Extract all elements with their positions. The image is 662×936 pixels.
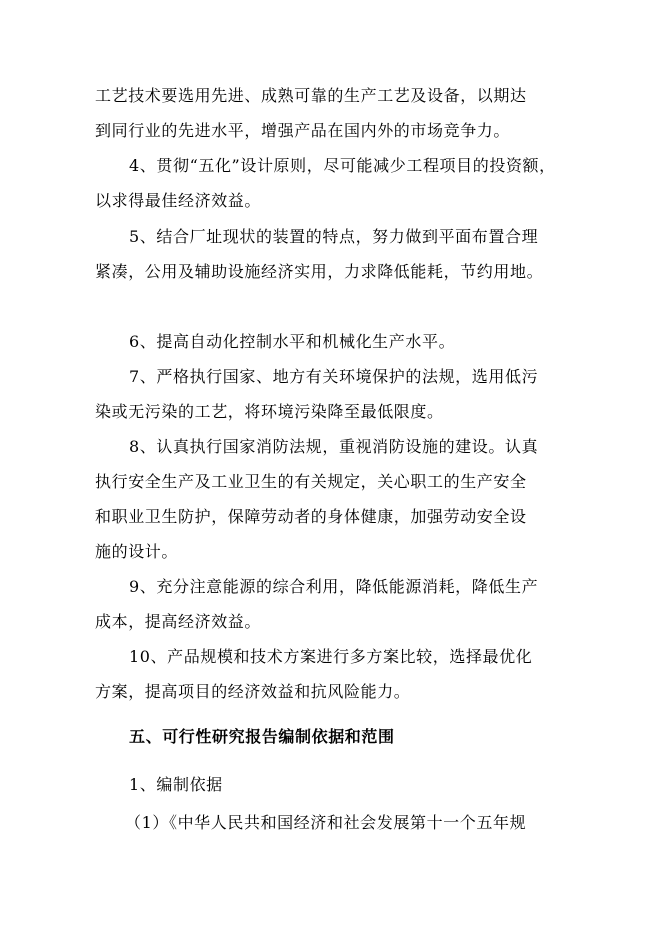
paragraph-line: 成本，提高经济效益。 (95, 612, 262, 631)
list-item-5: 5、结合厂址现状的装置的特点，努力做到平面布置合理 (129, 227, 539, 246)
list-item-9: 9、充分注意能源的综合利用，降低能源消耗，降低生产 (129, 577, 539, 596)
paragraph-line: 到同行业的先进水平，增强产品在国内外的市场竞争力。 (95, 121, 511, 140)
paragraph-line: 工艺技术要选用先进、成熟可靠的生产工艺及设备，以期达 (95, 86, 527, 105)
paragraph-line: 以求得最佳经济效益。 (95, 191, 262, 210)
section-heading: 五、可行性研究报告编制依据和范围 (129, 727, 395, 746)
paragraph-line: 方案，提高项目的经济效益和抗风险能力。 (95, 682, 411, 701)
paragraph-line: 施的设计。 (95, 542, 179, 561)
subsection-heading: 1、编制依据 (129, 775, 223, 794)
list-item-4: 4、贯彻“五化”设计原则，尽可能减少工程项目的投资额， (129, 156, 556, 175)
list-item-10: 10、产品规模和技术方案进行多方案比较，选择最优化 (129, 647, 533, 666)
paragraph-line: 和职业卫生防护，保障劳动者的身体健康，加强劳动安全设 (95, 507, 527, 526)
list-item-7: 7、严格执行国家、地方有关环境保护的法规，选用低污 (129, 367, 539, 386)
reference-item-1: （1）《中华人民共和国经济和社会发展第十一个五年规 (125, 813, 527, 832)
paragraph-line: 染或无污染的工艺，将环境污染降至最低限度。 (95, 402, 444, 421)
paragraph-line: 执行安全生产及工业卫生的有关规定，关心职工的生产安全 (95, 472, 527, 491)
list-item-6: 6、提高自动化控制水平和机械化生产水平。 (129, 332, 456, 351)
list-item-8: 8、认真执行国家消防法规，重视消防设施的建设。认真 (129, 437, 539, 456)
paragraph-line: 紧凑，公用及辅助设施经济实用，力求降低能耗，节约用地。 (95, 262, 544, 281)
